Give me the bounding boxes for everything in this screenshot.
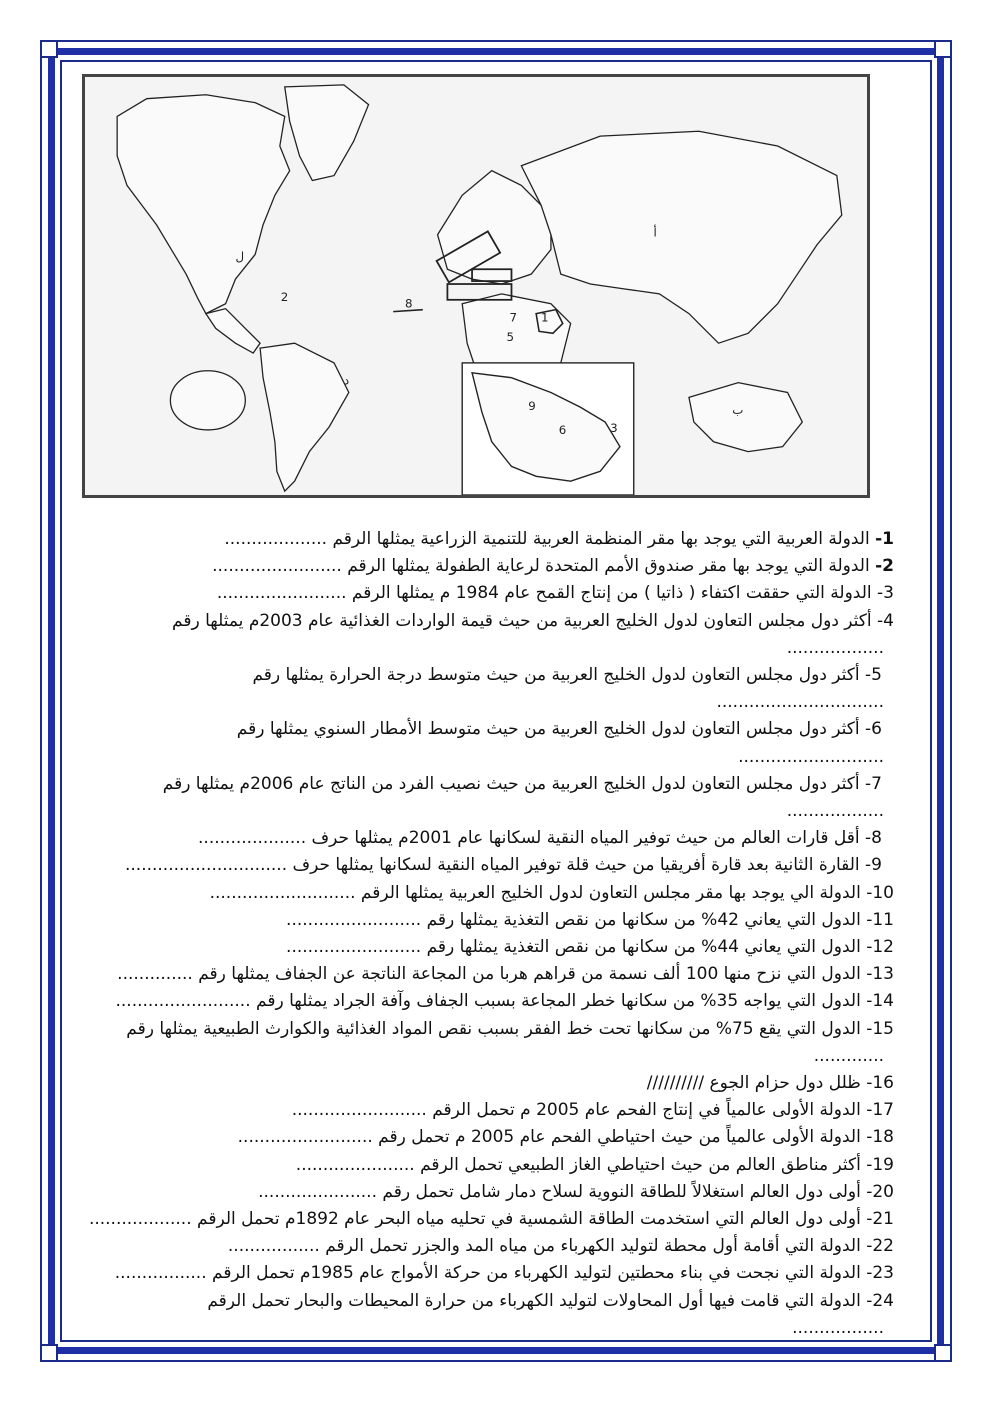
map-label: أ [653, 225, 657, 240]
answer-blank[interactable]: ......................... [237, 1127, 373, 1148]
question-17 [70, 1097, 894, 1124]
answer-blank[interactable]: ........................... [738, 746, 884, 767]
answer-blank[interactable]: ............. [813, 1045, 884, 1066]
question-text: الدول التي يقع 75% من سكانها تحت خط الفقر بسبب نقص المواد الغذائية والكوارث الطبيعية يمثلها رقم [126, 1018, 861, 1039]
answer-blank[interactable]: .................. [786, 801, 884, 822]
australia-shape [689, 383, 802, 452]
question-8 [70, 825, 894, 852]
answer-blank[interactable]: ......................... [286, 937, 422, 958]
question-number: 24- [866, 1290, 894, 1311]
question-2 [70, 553, 894, 580]
question-18 [70, 1124, 894, 1151]
question-number: 23- [866, 1263, 894, 1284]
border-corner [40, 40, 58, 58]
question-11 [70, 907, 894, 934]
asia-shape [521, 131, 841, 343]
map-label: 1 [541, 310, 549, 325]
answer-blank[interactable]: ........................ [212, 556, 342, 577]
answer-blank[interactable]: ......................... [291, 1100, 427, 1121]
question-number: 18- [866, 1127, 894, 1148]
question-number: 17- [866, 1100, 894, 1121]
question-text: الدولة الي يوجد بها مقر مجلس التعاون لدول الخليج العربية يمثلها الرقم [360, 882, 861, 903]
question-text: أكثر دول مجلس التعاون لدول الخليج العربية من حيث نصيب الفرد من الناتج عام 2006م يمثلها رقم [162, 773, 860, 794]
answer-blank[interactable]: ................... [224, 529, 328, 549]
question-text: الدولة التي قامت فيها أول المحاولات لتوليد الكهرباء من حرارة المحيطات والبحار تحمل الرقم [207, 1290, 861, 1311]
question-number: 13- [866, 964, 894, 985]
central-america-shape [206, 309, 260, 353]
question-text: الدولة التي يوجد بها مقر صندوق الأمم المتحدة لرعاية الطفولة يمثلها الرقم [347, 556, 870, 577]
question-number: 1- [875, 529, 894, 549]
question-text: أكثر دول مجلس التعاون لدول الخليج العربية من حيث متوسط الأمطار السنوي يمثلها رقم [236, 719, 860, 740]
question-12 [70, 934, 894, 961]
map-label: ب [732, 403, 744, 418]
answer-line [70, 744, 894, 771]
question-number: 12- [866, 937, 894, 958]
question-14 [70, 988, 894, 1015]
question-9 [70, 852, 894, 879]
answer-blank[interactable]: ............................... [716, 692, 884, 713]
question-3 [70, 580, 894, 607]
question-number: 4- [877, 610, 894, 631]
answer-line [70, 1043, 894, 1070]
question-number: 14- [866, 991, 894, 1012]
question-15 [70, 1016, 894, 1043]
question-text: أكثر دول مجلس التعاون لدول الخليج العربية من حيث متوسط درجة الحرارة يمثلها رقم [252, 665, 860, 686]
answer-blank[interactable]: .................... [198, 828, 307, 849]
question-text: أولى دول العالم التي استخدمت الطاقة الشمسية في تحليه مياه البحر عام 1892م تحمل الرقم [197, 1209, 861, 1230]
border-corner [40, 1344, 58, 1362]
question-6 [70, 716, 894, 743]
answer-blank[interactable]: ................. [114, 1263, 207, 1284]
question-number: 11- [866, 909, 894, 930]
world-map [82, 74, 870, 498]
question-text: أقل قارات العالم من حيث توفير المياه النقية لسكانها عام 2001م يمثلها حرف [311, 828, 860, 849]
question-text: أولى دول العالم استغلالاً للطاقة النووية لسلاح دمار شامل تحمل رقم [382, 1181, 861, 1202]
question-number: 22- [866, 1236, 894, 1257]
question-text: الدولة الأولى عالمياً من حيث احتياطي الفحم عام 2005 م تحمل رقم [378, 1127, 861, 1148]
question-22 [70, 1233, 894, 1260]
map-label: 5 [506, 330, 515, 345]
question-number: 2- [875, 556, 894, 577]
question-text: ظلل دول حزام الجوع [709, 1073, 861, 1094]
question-number: 10- [866, 882, 894, 903]
question-7 [70, 771, 894, 798]
answer-blank[interactable]: ................. [227, 1236, 320, 1257]
answer-blank[interactable]: ...................... [295, 1154, 415, 1175]
north-america-shape [117, 95, 290, 314]
border-corner [934, 40, 952, 58]
question-text: الدولة العربية التي يوجد بها مقر المنظمة العربية للتنمية الزراعية يمثلها الرقم [332, 529, 870, 549]
map-label: 7 [509, 310, 518, 325]
answer-blank: ////////// [646, 1073, 705, 1094]
question-number: 20- [866, 1181, 894, 1202]
question-23 [70, 1260, 894, 1287]
answer-blank[interactable]: ......................... [115, 991, 251, 1012]
question-13 [70, 961, 894, 988]
map-label: د [343, 373, 350, 388]
antarctica-inset [170, 371, 245, 430]
question-24 [70, 1288, 894, 1315]
question-text: الدول التي نزح منها 100 ألف نسمة من قراهم هربا من المجاعة الناتجة عن الجفاف يمثلها رقم [198, 964, 861, 985]
map-label: 2 [280, 289, 289, 304]
answer-blank[interactable]: ................... [88, 1209, 192, 1230]
question-number: 16- [866, 1073, 894, 1094]
question-4 [70, 608, 894, 635]
question-5 [70, 662, 894, 689]
question-text: أكثر دول مجلس التعاون لدول الخليج العربية من حيث قيمة الواردات الغذائية عام 2003م يمثلها رقم [172, 610, 872, 631]
question-number: 5- [865, 665, 882, 686]
question-number: 6- [865, 719, 882, 740]
question-text: الدول التي يعاني 42% من سكانها من نقص التغذية يمثلها رقم [426, 909, 861, 930]
question-number: 7- [865, 773, 882, 794]
map-label: 9 [528, 399, 536, 414]
answer-blank[interactable]: ...................... [258, 1181, 377, 1202]
answer-blank[interactable]: .............. [117, 964, 193, 985]
question-number: 3- [877, 583, 894, 604]
question-text: الدول التي يعاني 44% من سكانها من نقص التغذية يمثلها رقم [426, 937, 861, 958]
answer-blank[interactable]: ........................ [216, 583, 347, 604]
question-number: 21- [866, 1209, 894, 1230]
question-text: الدولة التي حققت اكتفاء ( ذاتيا ) من إنتاج القمح عام 1984 م يمثلها الرقم [351, 583, 872, 604]
south-america-shape [260, 343, 349, 491]
question-number: 8- [865, 828, 882, 849]
question-text: الدولة التي نجحت في بناء محطتين لتوليد الكهرباء من حركة الأمواج عام 1985م تحمل الرقم [212, 1263, 861, 1284]
question-text: القارة الثانية بعد قارة أفريقيا من حيث قلة توفير المياه النقية لسكانها يمثلها حرف [292, 855, 860, 876]
question-19 [70, 1152, 894, 1179]
question-number: 19- [866, 1154, 894, 1175]
question-1 [70, 526, 894, 553]
answer-line [70, 635, 894, 662]
map-label: 3 [610, 420, 618, 435]
answer-line [70, 1315, 894, 1342]
question-number: 9- [865, 855, 882, 876]
question-text: الدول التي يواجه 35% من سكانها خطر المجاعة بسبب الجفاف وآفة الجراد يمثلها رقم [256, 991, 861, 1012]
greenland-shape [285, 85, 369, 181]
answer-line [70, 798, 894, 825]
answer-blank[interactable]: .................. [786, 637, 884, 658]
world-map-drawing [85, 77, 867, 495]
answer-blank[interactable]: ................. [792, 1317, 884, 1338]
questions-list [70, 526, 894, 1342]
question-number: 15- [866, 1018, 894, 1039]
border-corner [934, 1344, 952, 1362]
question-10 [70, 880, 894, 907]
map-label: 8 [405, 296, 413, 311]
question-text: أكثر مناطق العالم من حيث احتياطي الغاز الطبيعي تحمل الرقم [420, 1154, 861, 1175]
question-20 [70, 1179, 894, 1206]
answer-blank[interactable]: ......................... [286, 909, 422, 930]
answer-blank[interactable]: .............................. [124, 855, 288, 876]
question-21 [70, 1206, 894, 1233]
question-text: الدولة التي أقامة أول محطة لتوليد الكهرباء من مياه المد والجزر تحمل الرقم [325, 1236, 861, 1257]
answer-line [70, 689, 894, 716]
question-text: الدولة الأولى عالمياً في إنتاج الفحم عام 2005 م تحمل الرقم [432, 1100, 861, 1121]
answer-blank[interactable]: ........................... [209, 882, 356, 903]
map-label: ل [235, 249, 245, 264]
map-label: 6 [558, 422, 567, 437]
question-16 [70, 1070, 894, 1097]
